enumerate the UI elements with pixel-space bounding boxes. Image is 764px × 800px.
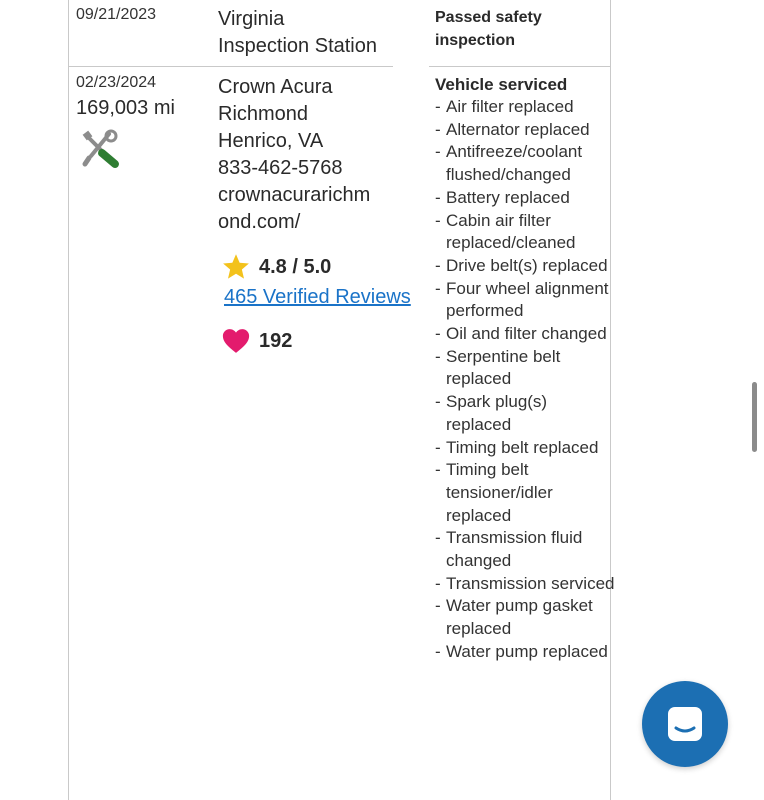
odometer-reading: 169,003 mi bbox=[76, 97, 175, 119]
record-comment: Passed safety inspection bbox=[435, 9, 542, 49]
row-divider bbox=[69, 66, 393, 67]
record-date: 02/23/2024 bbox=[76, 74, 157, 91]
service-item: - Oil and filter changed bbox=[435, 323, 615, 346]
service-item: - Alternator replaced bbox=[435, 119, 615, 142]
service-item: - Timing belt tensioner/idler replaced bbox=[435, 459, 615, 527]
service-item: - Transmission fluid changed bbox=[435, 527, 615, 572]
record-source: Virginia Inspection Station bbox=[218, 8, 377, 57]
page-scrollbar[interactable] bbox=[752, 382, 757, 452]
shop-website[interactable]: ond.com/ bbox=[218, 211, 301, 233]
shop-phone[interactable]: 833-462-5768 bbox=[218, 157, 343, 179]
service-item: - Cabin air filter replaced/cleaned bbox=[435, 210, 615, 255]
service-item: - Antifreeze/coolant flushed/changed bbox=[435, 141, 615, 186]
record-date: 09/21/2023 bbox=[76, 6, 157, 23]
services-list bbox=[435, 73, 615, 664]
shop-name: Crown Acura bbox=[218, 76, 333, 98]
shop-city: Henrico, VA bbox=[218, 130, 324, 152]
rating-score: 4.8 / 5.0 bbox=[259, 255, 332, 278]
service-item: - Drive belt(s) replaced bbox=[435, 255, 615, 278]
chat-button[interactable] bbox=[642, 681, 728, 767]
shop-favorites bbox=[221, 326, 292, 356]
service-item: - Battery replaced bbox=[435, 187, 615, 210]
shop-name: Richmond bbox=[218, 103, 309, 125]
shop-rating bbox=[221, 252, 331, 282]
service-item: - Spark plug(s) replaced bbox=[435, 391, 615, 436]
verified-reviews-link[interactable]: 465 Verified Reviews bbox=[224, 286, 411, 308]
service-item: - Serpentine belt replaced bbox=[435, 346, 615, 391]
shop-website[interactable]: crownacurarichm bbox=[218, 184, 371, 206]
service-item: - Four wheel alignment performed bbox=[435, 278, 615, 323]
service-item: - Timing belt replaced bbox=[435, 437, 615, 460]
service-item: - Transmission serviced bbox=[435, 573, 615, 596]
favorites-count: 192 bbox=[259, 329, 293, 352]
service-item: - Water pump gasket replaced bbox=[435, 595, 615, 640]
service-item: - Air filter replaced bbox=[435, 96, 615, 119]
vehicle-history-table bbox=[68, 0, 615, 800]
row-divider bbox=[429, 66, 610, 67]
tools-icon bbox=[79, 128, 121, 170]
chat-icon bbox=[663, 702, 707, 746]
service-item: - Water pump replaced bbox=[435, 641, 615, 664]
services-heading: Vehicle serviced bbox=[435, 75, 568, 94]
heart-icon[interactable] bbox=[221, 326, 251, 356]
star-icon bbox=[221, 252, 251, 282]
shop-info bbox=[218, 74, 370, 236]
history-row bbox=[69, 0, 610, 67]
